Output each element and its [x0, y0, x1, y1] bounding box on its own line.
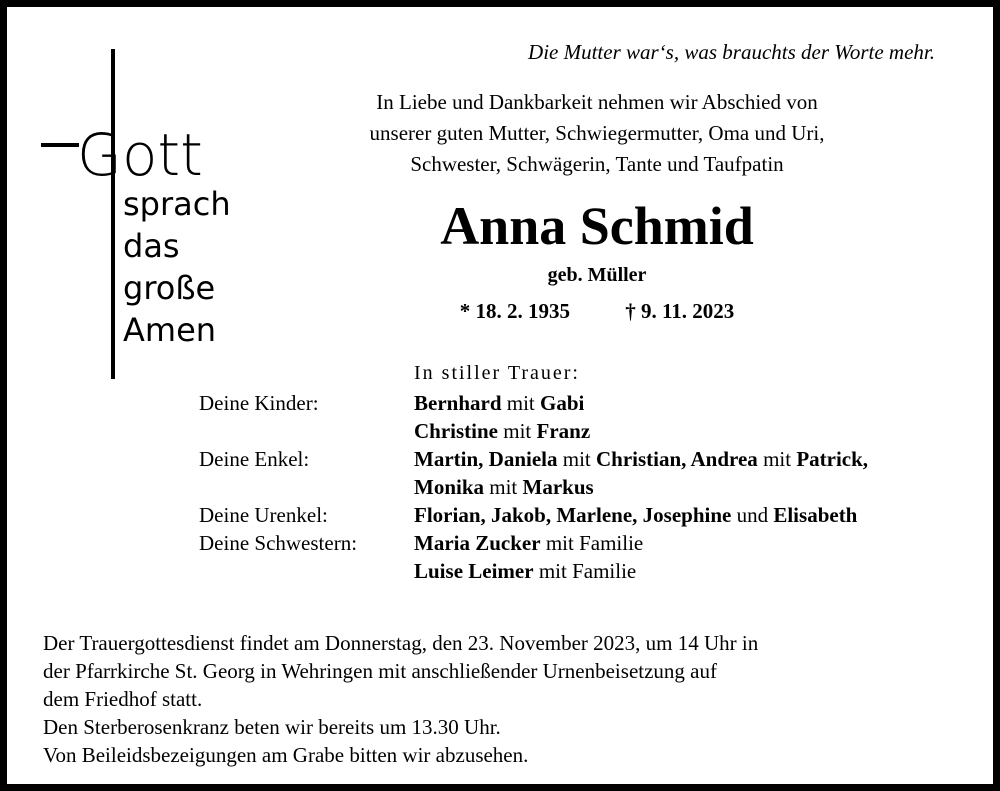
mourner-name: Patrick,	[796, 447, 869, 471]
intro-line: Schwester, Schwägerin, Tante und Taufpatin	[410, 152, 784, 176]
mourner-name: Florian, Jakob, Marlene, Josephine	[414, 503, 732, 527]
mourner-relation-label: Deine Urenkel:	[199, 503, 328, 527]
mourner-name: Franz	[536, 419, 591, 443]
cross-graphic	[37, 45, 237, 385]
mourner-relation-label	[199, 557, 414, 585]
death-date: † 9. 11. 2023	[625, 299, 735, 323]
mourner-row	[199, 445, 868, 473]
mourner-row	[199, 389, 868, 417]
mourner-relation-label: Deine Schwestern:	[199, 531, 358, 555]
mourner-connector: und	[731, 503, 774, 527]
mourner-name: Maria Zucker	[414, 531, 541, 555]
notice-line: Der Trauergottesdienst findet am Donnerstag, den 23. November 2023, um 14 Uhr in	[43, 631, 759, 655]
deceased-name: Anna Schmid	[440, 196, 754, 256]
mourners-list	[199, 389, 868, 585]
birth-date: * 18. 2. 1935	[459, 299, 570, 323]
mourner-names	[414, 557, 636, 585]
cross-word-2: das	[123, 227, 180, 265]
service-notice	[43, 629, 758, 769]
mourner-name: Elisabeth	[773, 503, 858, 527]
mourner-row	[199, 529, 868, 557]
cross-word-1: sprach	[123, 185, 231, 223]
notice-line: dem Friedhof statt.	[43, 687, 203, 711]
cross-word-4: Amen	[123, 311, 217, 349]
mourner-name: Monika	[414, 475, 485, 499]
mourner-names	[414, 529, 643, 557]
mourner-name: Christian, Andrea	[596, 447, 758, 471]
mourner-names	[414, 473, 594, 501]
notice-line: Von Beileidsbezeigungen am Grabe bitten wir abzusehen.	[43, 743, 529, 767]
mourning-header: In stiller Trauer:	[414, 362, 580, 384]
cross-symbol	[37, 45, 237, 389]
mourner-name: Luise Leimer	[414, 559, 534, 583]
mourner-relation-label	[199, 417, 414, 445]
mourner-name: Martin, Daniela	[414, 447, 558, 471]
mourner-connector: mit Familie	[533, 559, 637, 583]
mourner-row	[199, 557, 868, 585]
mourner-row	[199, 473, 868, 501]
mourner-connector: mit	[484, 475, 523, 499]
mourner-connector: mit	[501, 391, 541, 415]
mourner-row	[199, 417, 868, 445]
mourner-row	[199, 501, 868, 529]
notice-line: der Pfarrkirche St. Georg in Wehringen mit anschließender Urnenbeisetzung auf	[43, 659, 717, 683]
notice-line: Den Sterberosenkranz beten wir bereits um 13.30 Uhr.	[43, 715, 501, 739]
mourner-connector: mit	[557, 447, 596, 471]
mourner-relation-label	[199, 473, 414, 501]
motto: Die Mutter war‘s, was brauchts der Worte mehr.	[528, 40, 935, 64]
mourner-connector: mit	[498, 419, 537, 443]
maiden-name: geb. Müller	[547, 264, 647, 286]
mourner-connector: mit Familie	[540, 531, 644, 555]
intro-line: unserer guten Mutter, Schwiegermutter, Oma und Uri,	[369, 121, 825, 145]
life-dates	[247, 299, 947, 324]
mourner-name: Bernhard	[414, 391, 502, 415]
mourner-names	[414, 501, 857, 529]
intro-text	[247, 87, 947, 180]
mourner-names	[414, 445, 868, 473]
mourner-names	[414, 417, 590, 445]
mourner-names	[414, 389, 584, 417]
mourner-name: Christine	[414, 419, 498, 443]
mourner-relation-label: Deine Kinder:	[199, 391, 319, 415]
mourner-name: Markus	[522, 475, 594, 499]
cross-word-3: große	[123, 269, 216, 307]
mourner-name: Gabi	[540, 391, 585, 415]
mourner-relation-label: Deine Enkel:	[199, 447, 310, 471]
cross-word-top: Gott	[77, 121, 203, 189]
mourner-connector: mit	[757, 447, 797, 471]
intro-line: In Liebe und Dankbarkeit nehmen wir Abschied von	[376, 90, 818, 114]
